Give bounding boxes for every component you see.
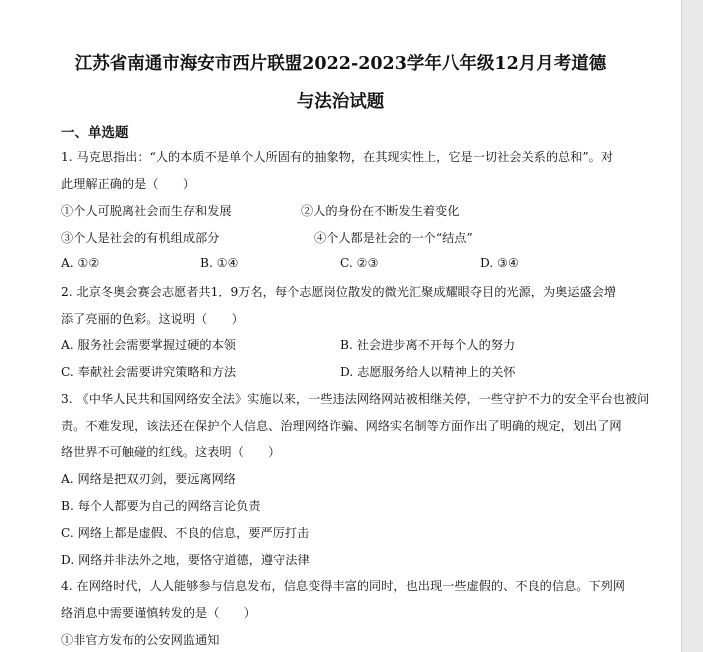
- question-3-option-c: C. 网络上都是虚假、不良的信息，要严厉打击: [61, 526, 310, 540]
- question-3-option-b: B. 每个人都要为自己的网络言论负责: [61, 499, 261, 513]
- question-2-stem-line2: 添了亮丽的色彩。这说明（ ）: [61, 312, 244, 326]
- document-title-line2: 与法治试题: [296, 92, 385, 112]
- question-4-stem-line2: 络消息中需要谨慎转发的是（ ）: [61, 606, 256, 620]
- question-1-item-1: ①个人可脱离社会而生存和发展: [61, 204, 232, 218]
- question-1-stem-line1: 1. 马克思指出：“人的本质不是单个人所固有的抽象物，在其现实性上，它是一切社会关系的总和”。对: [61, 150, 614, 164]
- question-2-stem-line1: 2. 北京冬奥会赛会志愿者共1．9万名，每个志愿岗位散发的微光汇聚成耀眼夺目的光源，为奥运盛会增: [61, 285, 617, 299]
- question-3-option-d: D. 网络并非法外之地，要恪守道德，遵守法律: [61, 553, 310, 567]
- question-4-stem-line1: 4. 在网络时代，人人能够参与信息发布，信息变得丰富的同时，也出现一些虚假的、不良的信息。下列网: [61, 579, 625, 593]
- document-title-line1: 江苏省南通市海安市西片联盟2022-2023学年八年级12月月考道德: [74, 54, 607, 74]
- question-1-option-d: D. ③④: [480, 256, 519, 270]
- question-3-stem-line3: 络世界不可触碰的红线。这表明（ ）: [61, 445, 281, 459]
- question-1-option-b: B. ①④: [200, 256, 239, 270]
- question-1-option-c: C. ②③: [340, 256, 379, 270]
- question-1-item-3: ③个人是社会的有机组成部分: [61, 231, 220, 245]
- section-heading: 一、单选题: [61, 125, 129, 141]
- question-2-option-c: C. 奉献社会需要讲究策略和方法: [61, 365, 237, 379]
- question-1-stem-line2: 此理解正确的是（ ）: [61, 177, 196, 191]
- question-3-option-a: A. 网络是把双刃剑，要远离网络: [61, 472, 236, 486]
- question-2-option-b: B. 社会进步离不开每个人的努力: [340, 338, 516, 352]
- question-3-stem-line2: 责。不难发现，该法还在保护个人信息、治理网络诈骗、网络实名制等方面作出了明确的规定，划出了网: [61, 419, 622, 433]
- question-2-option-a: A. 服务社会需要掌握过硬的本领: [61, 338, 236, 352]
- question-3-stem-line1: 3. 《中华人民共和国网络安全法》实施以来，一些违法网络网站被相继关停，一些守护不力的安全平台也被问: [61, 392, 650, 406]
- question-2-option-d: D. 志愿服务给人以精神上的关怀: [340, 365, 516, 379]
- question-4-item-1: ①非官方发布的公安网监通知: [61, 633, 220, 647]
- question-1-item-4: ④个人都是社会的一个“结点”: [314, 231, 473, 245]
- question-1-option-a: A. ①②: [61, 256, 100, 270]
- question-1-item-2: ②人的身份在不断发生着变化: [301, 204, 460, 218]
